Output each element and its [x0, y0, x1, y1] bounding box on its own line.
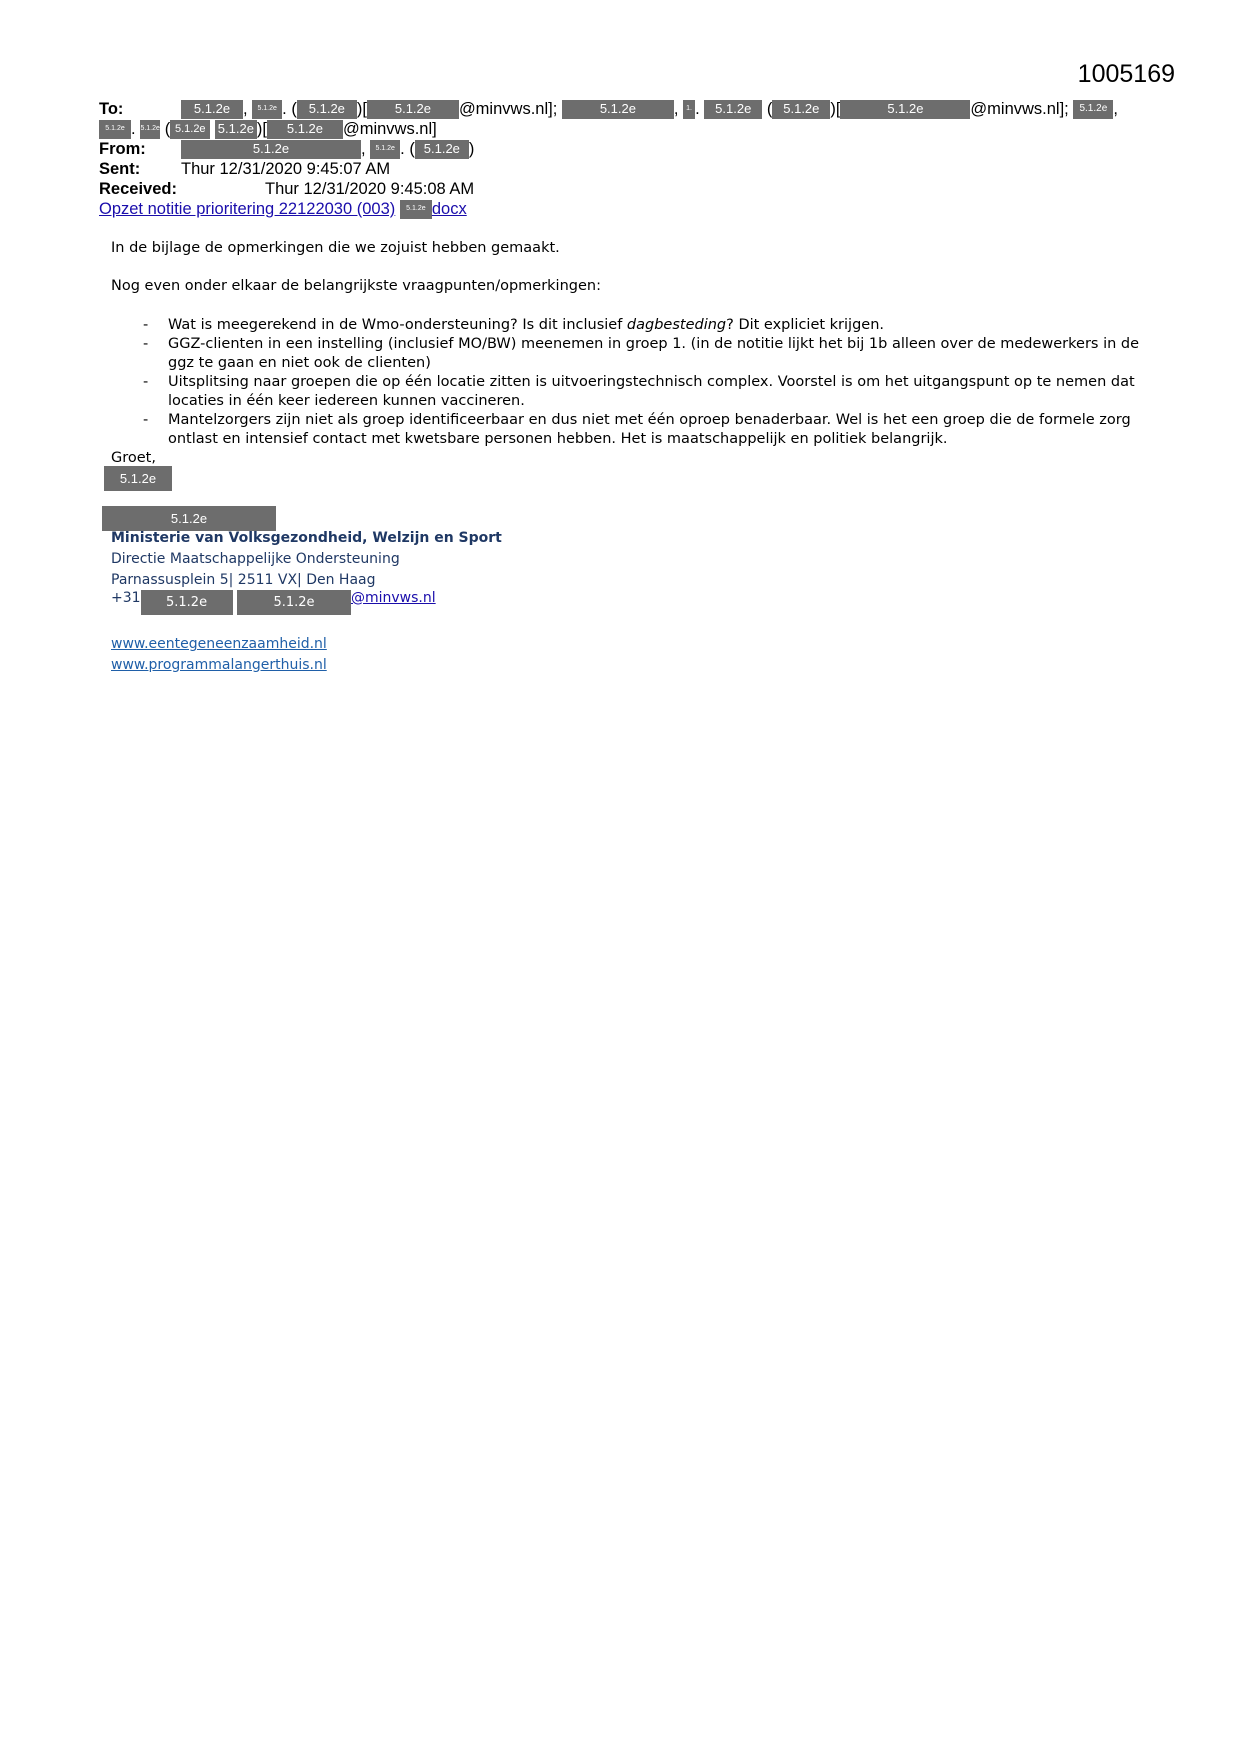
list-item: - Wat is meegerekend in de Wmo-ondersteuning? Is dit inclusief dagbesteding? Dit expliciet krijgen.	[143, 316, 1143, 335]
to-line-continued: 5.1.2e . 5.1.2e ( 5.1.2e 5.1.2e )[ 5.1.2e @minvws.nl]	[99, 120, 437, 139]
redaction: 5.1.2e	[215, 120, 257, 139]
signature-name-redaction: 5.1.2e	[102, 506, 276, 531]
department-name: Directie Maatschappelijke Ondersteuning	[111, 551, 400, 567]
email-domain: @minvws.nl]	[342, 120, 437, 138]
redaction: 5.1.2e	[772, 100, 830, 119]
sent-value: Thur 12/31/2020 9:45:07 AM	[181, 160, 391, 178]
redaction: 5.1.2e	[267, 120, 343, 139]
remarks-list	[143, 316, 1143, 449]
attachment-line[interactable]	[99, 200, 467, 219]
website-link-2[interactable]: www.programmalangerthuis.nl	[111, 657, 327, 673]
redaction: 5.1.2e	[181, 140, 361, 159]
redaction: 1.	[683, 100, 695, 119]
list-item: - GGZ-clienten in een instelling (inclusief MO/BW) meenemen in groep 1. (in de notitie lijkt het bij 1b alleen over de medewerkers in de ggz te gaan en niet ook de clienten)	[143, 335, 1143, 373]
email-link[interactable]: @minvws.nl	[351, 590, 436, 606]
from-line: From: 5.1.2e , 5.1.2e . ( 5.1.2e )	[99, 140, 475, 158]
sender-name-redaction: 5.1.2e	[104, 466, 172, 491]
attachment-link[interactable]: Opzet notitie prioritering 22122030 (003)	[99, 200, 396, 218]
to-label: To:	[99, 100, 124, 118]
redaction: 5.1.2e	[297, 100, 357, 119]
redaction: 5.1.2e	[170, 120, 210, 139]
attachment-extension[interactable]: docx	[431, 200, 467, 218]
email-domain: @minvws.nl];	[970, 100, 1069, 118]
redaction: 5.1.2e	[140, 120, 160, 139]
redaction: 5.1.2e	[237, 590, 351, 615]
redaction: 5.1.2e	[252, 100, 282, 119]
received-value: Thur 12/31/2020 9:45:08 AM	[265, 180, 475, 198]
received-line	[99, 180, 474, 199]
redaction: 5.1.2e	[704, 100, 762, 119]
redaction: 5.1.2e	[840, 100, 970, 119]
postal-address: Parnassusplein 5| 2511 VX| Den Haag	[111, 572, 376, 588]
contact-line	[111, 590, 436, 615]
list-item: - Mantelzorgers zijn niet als groep identificeerbaar en dus niet met één oproep benaderbaar. Wel is het een groep die de formele zorg ontlast en intensief contact met kwetsbare personen hebben. Het is maatschappelijk en politiek belangrijk.	[143, 411, 1143, 449]
redaction: 5.1.2e	[99, 120, 131, 139]
email-domain: @minvws.nl];	[458, 100, 558, 118]
redaction: 5.1.2e	[400, 200, 432, 219]
redaction: 5.1.2e	[1073, 100, 1113, 119]
redaction: 5.1.2e	[370, 140, 400, 159]
body-lead: Nog even onder elkaar de belangrijkste vraagpunten/opmerkingen:	[111, 278, 601, 294]
redaction: 5.1.2e	[181, 100, 243, 119]
sent-line	[99, 160, 390, 179]
document-number: 1005169	[1077, 60, 1175, 88]
from-label: From:	[99, 140, 146, 158]
received-label: Received:	[99, 180, 177, 198]
list-item: - Uitsplitsing naar groepen die op één locatie zitten is uitvoeringstechnisch complex. Voorstel is om het uitgangspunt op te nemen dat locaties in één keer iedereen kunnen vaccineren.	[143, 373, 1143, 411]
redaction: 5.1.2e	[141, 590, 233, 615]
body-intro: In de bijlage de opmerkingen die we zojuist hebben gemaakt.	[111, 240, 560, 256]
website-link-1[interactable]: www.eentegeneenzaamheid.nl	[111, 636, 327, 652]
greeting: Groet,	[111, 450, 156, 466]
to-line: To: 5.1.2e , 5.1.2e . ( 5.1.2e )[ 5.1.2e @minvws.nl]; 5.1.2e , 1. . 5.1.2e ( 5.1.2e )[ 5.1.2e @minvws.nl]; 5.1.2e ,	[99, 100, 1118, 118]
ministry-name: Ministerie van Volksgezondheid, Welzijn en Sport	[111, 530, 502, 546]
redaction: 5.1.2e	[415, 140, 469, 159]
phone-prefix: +31	[111, 590, 141, 606]
redaction: 5.1.2e	[367, 100, 459, 119]
sent-label: Sent:	[99, 160, 141, 178]
redaction: 5.1.2e	[562, 100, 674, 119]
